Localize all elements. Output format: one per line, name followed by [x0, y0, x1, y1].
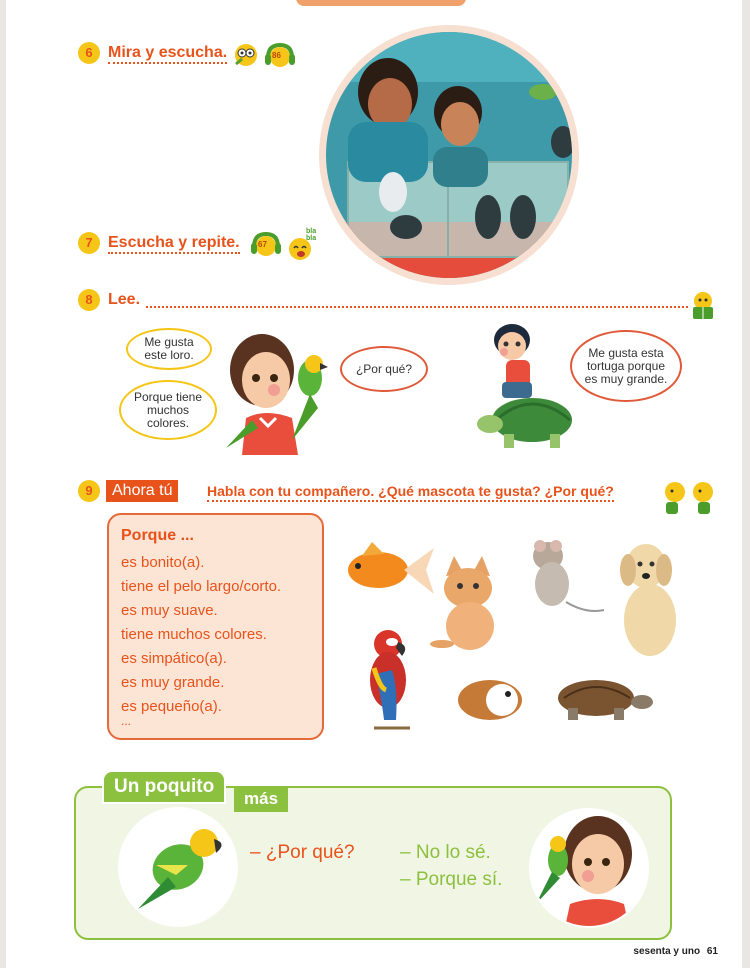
reason-item: tiene el pelo largo/corto. [121, 578, 282, 595]
exercise-7-title [108, 234, 240, 252]
parrot-medallion [116, 805, 240, 929]
reason-item: es bonito(a). [121, 554, 205, 571]
girl-with-parrot-illustration [222, 330, 340, 455]
bubble-me-gusta-tortuga: Me gusta esta tortuga porque es muy grande. [570, 330, 682, 402]
boy-on-tortoise-illustration [472, 318, 580, 454]
top-header-strip [296, 0, 466, 6]
exercise-8-dotted-line [146, 306, 688, 308]
kitten-photo [430, 554, 506, 654]
bubble-por-que: ¿Por qué? [340, 346, 428, 392]
macaw-photo [362, 628, 418, 732]
exercise-9-instruction [207, 483, 614, 499]
tortoise-photo [546, 672, 654, 724]
reasons-box [107, 513, 324, 740]
exercise-6-number: 6 [78, 42, 100, 64]
audio-track-86-icon[interactable] [264, 42, 296, 70]
por-que-question: – ¿Por qué? [250, 842, 355, 863]
footer-text: sesenta y uno [633, 946, 701, 957]
exercise-8-title: Lee. [108, 291, 141, 308]
girl-parrot-medallion [526, 804, 652, 932]
no-lo-se-answer: – No lo sé. [400, 842, 491, 863]
golden-retriever-photo [616, 540, 690, 660]
ahora-tu-tag: Ahora tú [106, 480, 178, 502]
page-number: 61 [706, 946, 718, 957]
reason-item: es muy suave. [121, 602, 218, 619]
reason-item: ... [121, 714, 132, 728]
exercise-9-number: 9 [78, 480, 100, 502]
un-poquito-tab: Un poquito [102, 770, 226, 804]
mas-tab: más [234, 786, 288, 812]
bla-bla-label: bla bla [306, 228, 317, 242]
reasons-box-title: Porque ... [121, 527, 194, 544]
guinea-pig-photo [454, 672, 524, 724]
reason-item: es pequeño(a). [121, 698, 222, 715]
porque-si-answer: – Porque sí. [400, 869, 503, 890]
pet-shop-illustration [318, 22, 580, 288]
exercise-8-number: 8 [78, 289, 100, 311]
audio-track-86-label: 86 [272, 51, 281, 60]
pair-talk-icon [660, 480, 718, 514]
textbook-page [6, 0, 742, 968]
exercise-7-number: 7 [78, 232, 100, 254]
reason-item: es muy grande. [121, 674, 225, 691]
audio-track-67-label: 67 [258, 240, 267, 249]
reason-item: tiene muchos colores. [121, 626, 267, 643]
page-footer [633, 946, 718, 957]
reason-item: es simpático(a). [121, 650, 227, 667]
bubble-porque-colores: Porque tiene muchos colores. [119, 380, 217, 440]
read-book-icon [690, 290, 716, 320]
audio-track-67-icon[interactable] [250, 231, 282, 259]
hamster-mouse-photo [526, 538, 606, 616]
exercise-7-title-text: Escucha y repite. [108, 234, 240, 254]
listen-face-icon [232, 42, 260, 70]
exercise-6-title-text: Mira y escucha. [108, 44, 227, 64]
exercise-9-instruction-text: Habla con tu compañero. ¿Qué mascota te gusta? ¿Por qué? [207, 483, 614, 502]
bubble-me-gusta-loro: Me gusta este loro. [126, 328, 212, 370]
exercise-6-title [108, 44, 227, 62]
goldfish-photo [342, 540, 436, 602]
